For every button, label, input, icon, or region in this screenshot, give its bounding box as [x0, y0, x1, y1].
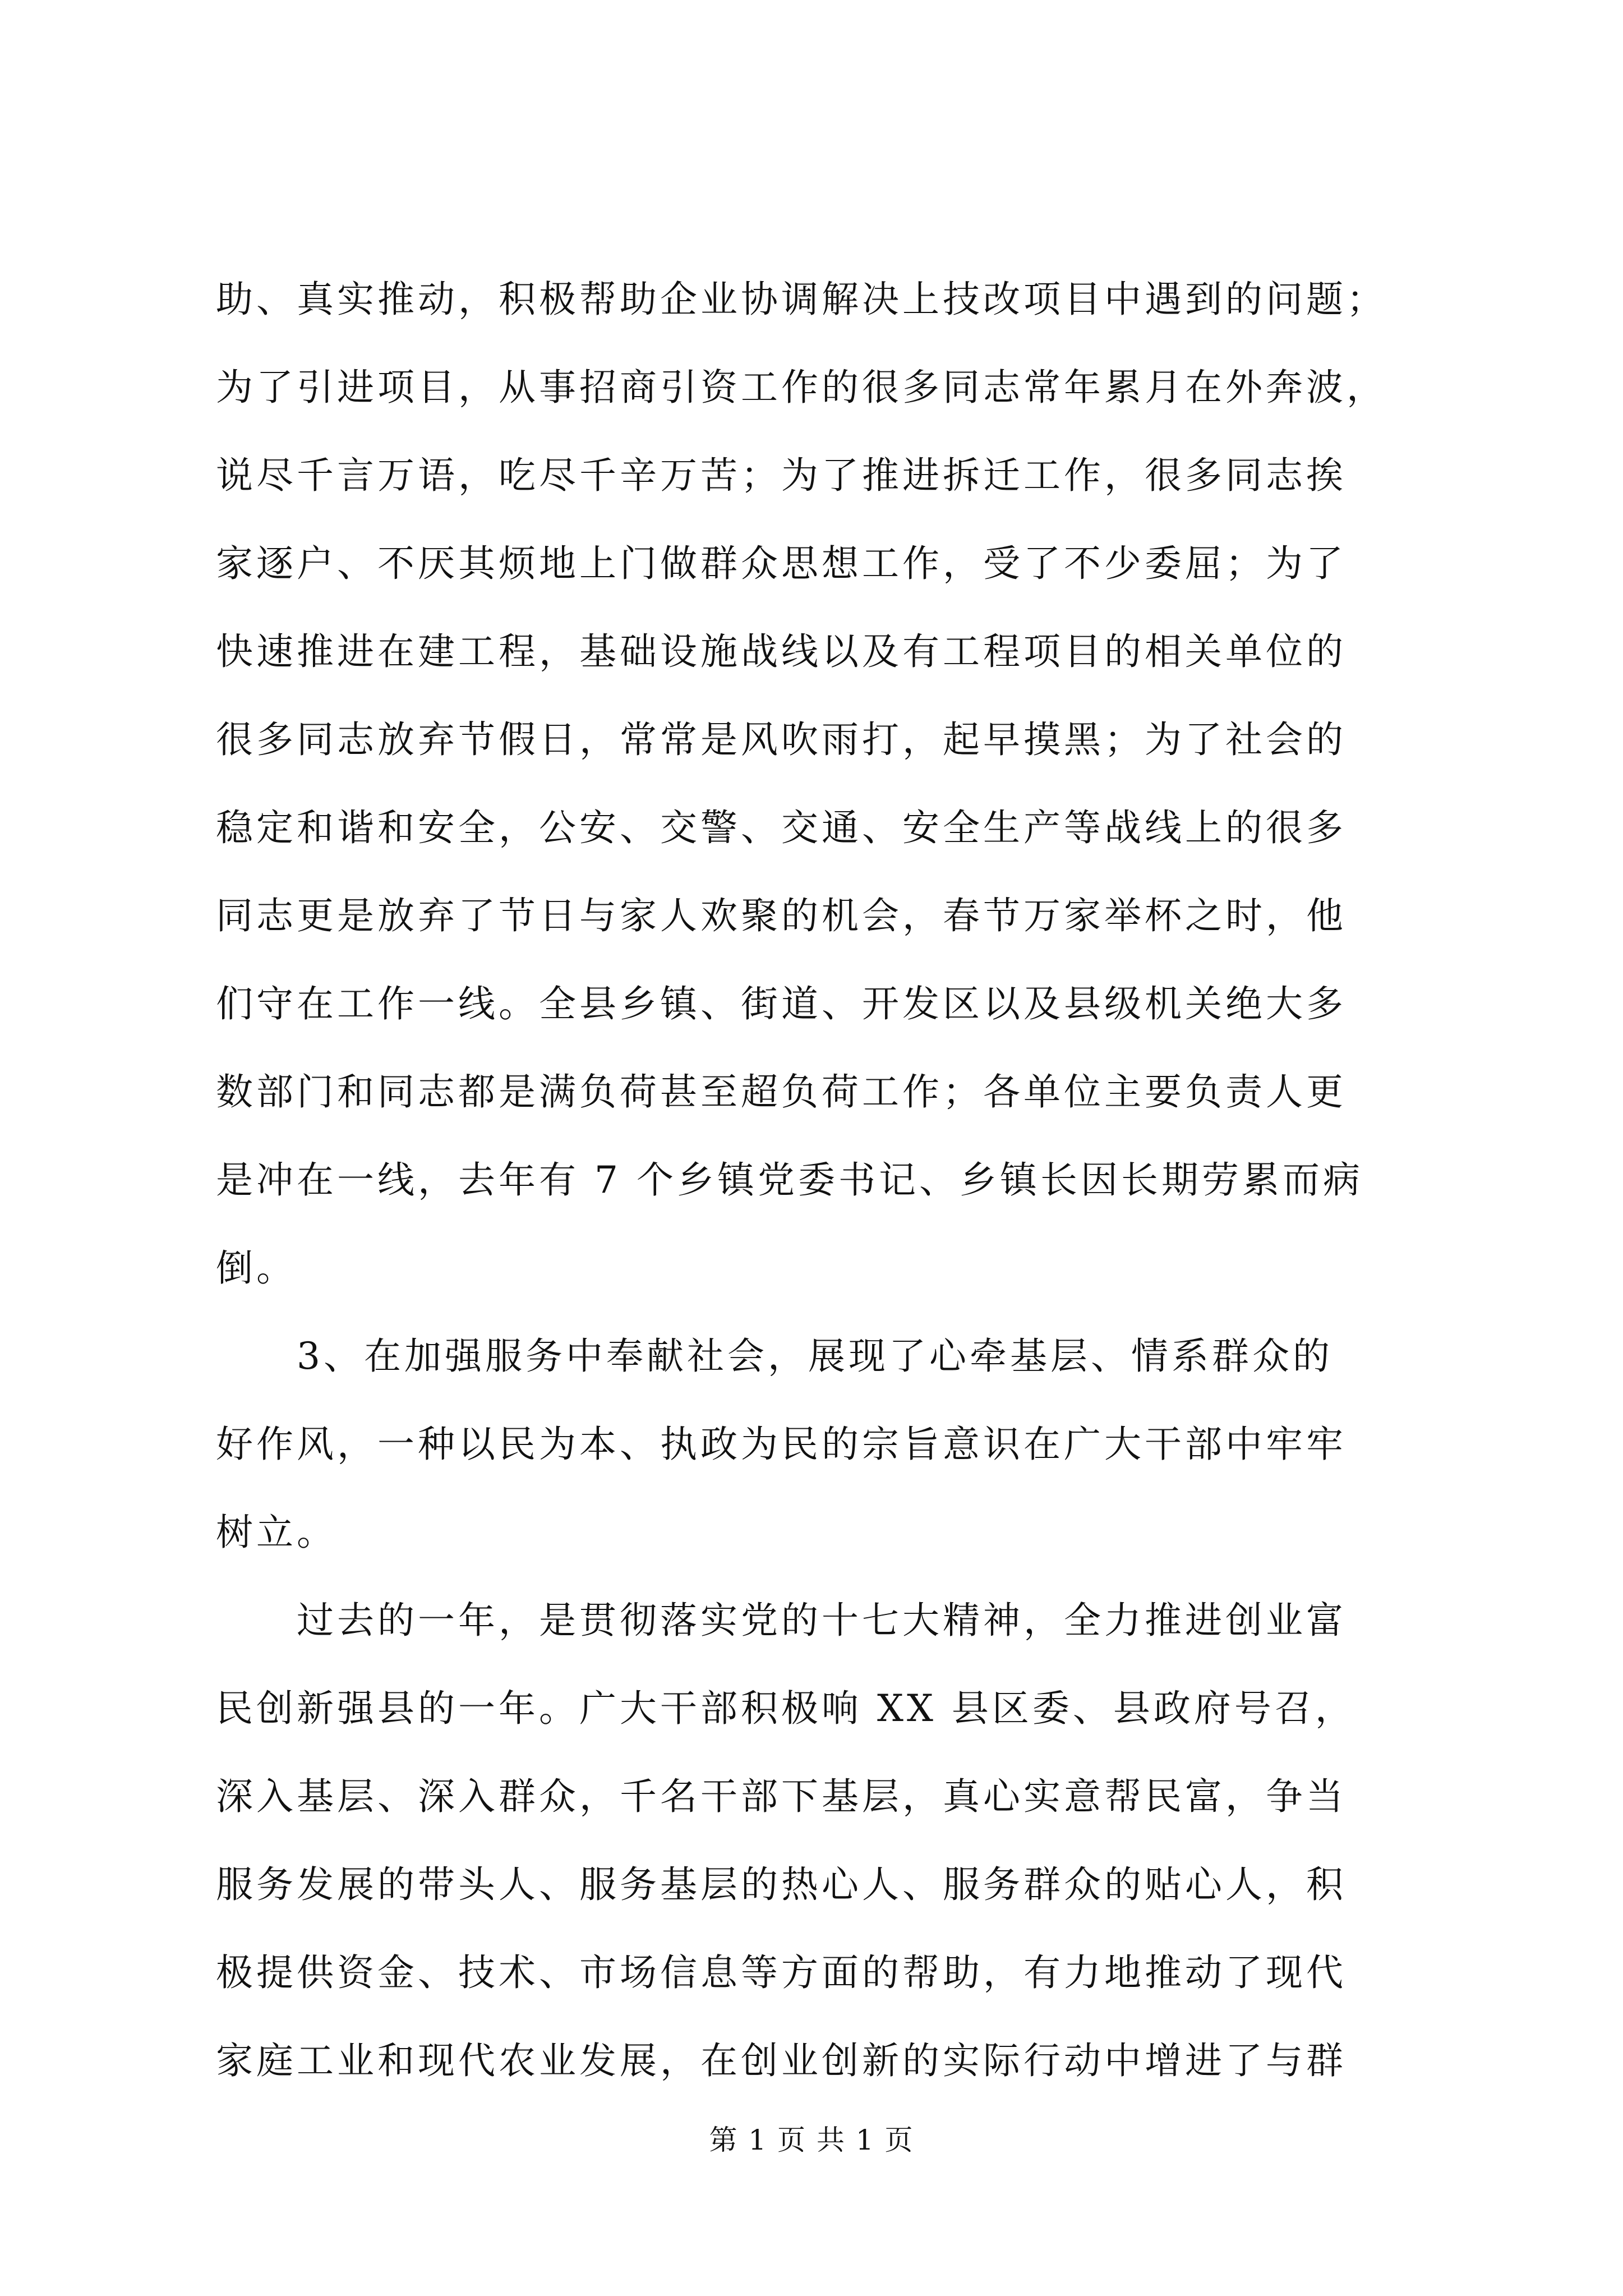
text-line: 稳定和谐和安全，公安、交警、交通、安全生产等战线上的很多: [216, 806, 1347, 849]
text-line: 家逐户、不厌其烦地上门做群众思想工作，受了不少委屈；为了: [216, 542, 1347, 585]
text-line: 助、真实推动，积极帮助企业协调解决上技改项目中遇到的问题；: [216, 278, 1387, 321]
text-line: 们守在工作一线。全县乡镇、街道、开发区以及县级机关绝大多: [216, 982, 1347, 1025]
text-line: 为了引进项目，从事招商引资工作的很多同志常年累月在外奔波，: [216, 366, 1387, 409]
page-number-label: 第 1 页 共 1 页: [709, 2124, 914, 2156]
text-line: 服务发展的带头人、服务基层的热心人、服务群众的贴心人，积: [216, 1863, 1347, 1906]
text-line: 很多同志放弃节假日，常常是风吹雨打，起早摸黑；为了社会的: [216, 718, 1347, 761]
text-line: 同志更是放弃了节日与家人欢聚的机会，春节万家举杯之时，他: [216, 894, 1347, 937]
text-line: 倒。: [216, 1246, 297, 1290]
text-line: 极提供资金、技术、市场信息等方面的帮助，有力地推动了现代: [216, 1951, 1347, 1994]
text-line: 是冲在一线，去年有 7 个乡镇党委书记、乡镇长因长期劳累而病: [216, 1158, 1363, 1202]
text-line: 民创新强县的一年。广大干部积极响 XX 县区委、县政府号召，: [216, 1687, 1355, 1730]
body-text: [216, 255, 1427, 2105]
text-line: 好作风，一种以民为本、执政为民的宗旨意识在广大干部中牢牢: [216, 1423, 1347, 1466]
text-line: 深入基层、深入群众，千名干部下基层，真心实意帮民富，争当: [216, 1775, 1347, 1818]
text-line: 家庭工业和现代农业发展，在创业创新的实际行动中增进了与群: [216, 2039, 1347, 2082]
text-line: 树立。: [216, 1511, 337, 1554]
text-line: 过去的一年，是贯彻落实党的十七大精神，全力推进创业富: [216, 1599, 1347, 1642]
text-line: 快速推进在建工程，基础设施战线以及有工程项目的相关单位的: [216, 630, 1347, 673]
text-line: 3、在加强服务中奉献社会，展现了心牵基层、情系群众的: [216, 1335, 1333, 1378]
text-line: 说尽千言万语，吃尽千辛万苦；为了推进拆迁工作，很多同志挨: [216, 454, 1347, 497]
page-footer: [0, 2118, 1623, 2158]
text-line: 数部门和同志都是满负荷甚至超负荷工作；各单位主要负责人更: [216, 1070, 1347, 1114]
